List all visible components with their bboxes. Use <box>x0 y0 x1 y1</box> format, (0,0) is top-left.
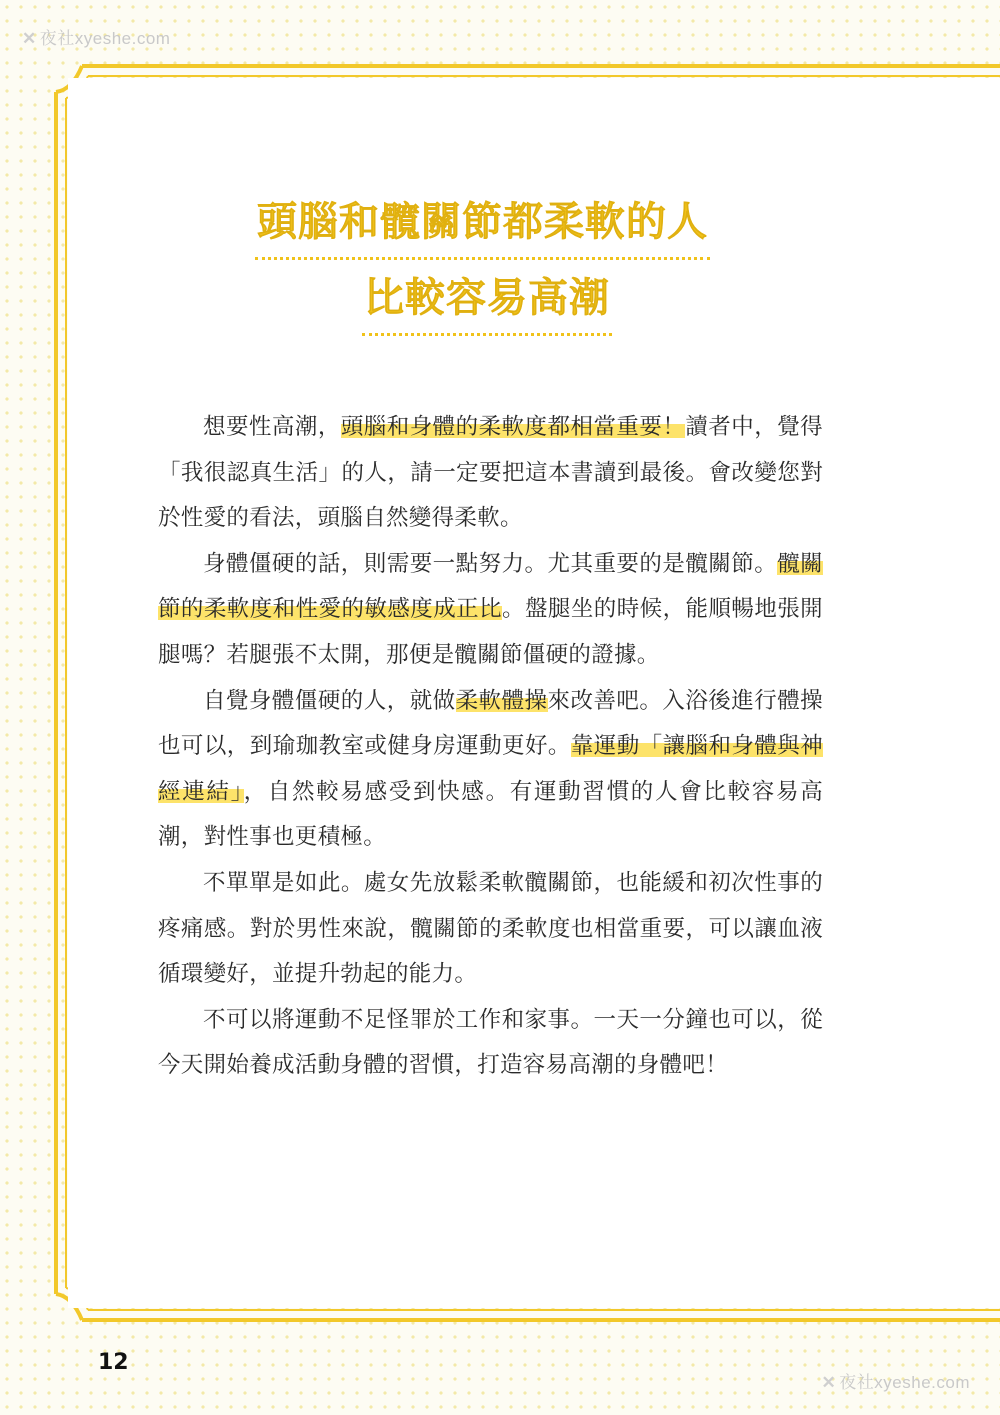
watermark-x-icon: ✕ <box>22 29 37 48</box>
watermark-top-text: 夜社xyeshe.com <box>39 29 171 48</box>
paragraph-2 <box>158 542 823 679</box>
paragraph-1-text-a: 想要性高潮， <box>203 414 341 440</box>
paragraph-3-text-a: 自覺身體僵硬的人，就做 <box>203 687 456 714</box>
page-title-line-2: 比較容易高潮 <box>362 266 612 336</box>
watermark-bottom-text: 夜社xyeshe.com <box>839 1373 970 1392</box>
paragraph-3-text-e: ，自然較易感受到快感。有運動習慣的人會比較容易高潮，對性事也更積極。 <box>158 778 824 851</box>
paragraph-1-highlight: 頭腦和身體的柔軟度都相當重要！ <box>340 414 686 440</box>
paragraph-1-text-c: 讀者中，覺得「我很認真生活」的人，請一定要把這本書讀到最後。會改變您對於性愛的看法，頭腦自然變得柔軟。 <box>158 414 823 532</box>
page-title-line-1: 頭腦和髖關節都柔軟的人 <box>255 190 710 260</box>
paragraph-2-text-a: 身體僵硬的話，則需要一點努力。尤其重要的是髖關節。 <box>203 550 778 577</box>
paragraph-5: 不可以將運動不足怪罪於工作和家事。一天一分鐘也可以，從今天開始養成活動身體的習慣，打造容易高潮的身體吧！ <box>158 1006 823 1079</box>
paragraph-2-text-c: 。盤腿坐的時候，能順暢地張開腿嗎？若腿張不太開，那便是髖關節僵硬的證據。 <box>158 596 823 668</box>
paragraph-4: 不單單是如此。處女先放鬆柔軟髖關節，也能緩和初次性事的疼痛感。對於男性來說，髖關節的柔軟度也相當重要，可以讓血液循環變好，並提升勃起的能力。 <box>158 869 823 988</box>
watermark-top <box>22 24 170 49</box>
watermark-x-icon: ✕ <box>821 1373 837 1392</box>
watermark-bottom <box>822 1368 970 1393</box>
body-text <box>158 405 823 1089</box>
paragraph-3-highlight-1: 柔軟體操 <box>455 687 548 714</box>
page-number: 12 <box>98 1350 129 1375</box>
paragraph-2-highlight: 髖關節的柔軟度和性愛的敏感度成正比 <box>158 550 823 623</box>
paragraph-3-text-c: 來改善吧。入浴後進行體操也可以，到瑜珈教室或健身房運動更好。 <box>158 687 823 760</box>
paragraph-1 <box>158 405 823 542</box>
paragraph-3 <box>158 679 823 861</box>
paragraph-3-highlight-2: 靠運動「讓腦和身體與神經連結」 <box>158 733 823 805</box>
